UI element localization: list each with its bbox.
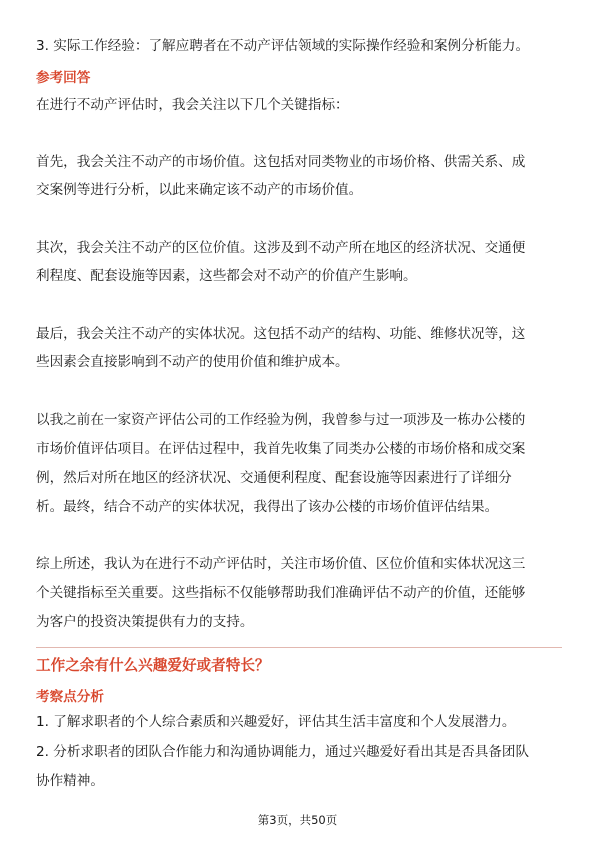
question-heading: 工作之余有什么兴趣爱好或者特长？ <box>36 657 270 674</box>
list-item: 1. 了解求职者的个人综合素质和兴趣爱好，评估其生活丰富度和个人发展潜力。 <box>36 714 516 730</box>
paragraph-line: 析。最终，结合不动产的实体状况，我得出了该办公楼的市场价值评估结果。 <box>36 499 499 515</box>
paragraph-line: 综上所述，我认为在进行不动产评估时，关注市场价值、区位价值和实体状况这三 <box>36 556 526 572</box>
paragraph-line: 为客户的投资决策提供有力的支持。 <box>36 614 254 630</box>
paragraph-line: 利程度、配套设施等因素，这些都会对不动产的价值产生影响。 <box>36 268 417 284</box>
paragraph-line: 个关键指标至关重要。这些指标不仅能够帮助我们准确评估不动产的价值，还能够 <box>36 585 526 601</box>
paragraph-line: 交案例等进行分析，以此来确定该不动产的市场价值。 <box>36 182 363 198</box>
paragraph-line: 些因素会直接影响到不动产的使用价值和维护成本。 <box>36 354 349 370</box>
paragraph-line: 最后，我会关注不动产的实体状况。这包括不动产的结构、功能、维修状况等，这 <box>36 326 526 342</box>
paragraph-line: 在进行不动产评估时，我会关注以下几个关键指标： <box>36 97 349 113</box>
paragraph-line: 以我之前在一家资产评估公司的工作经验为例，我曾参与过一项涉及一栋办公楼的 <box>36 412 526 428</box>
reference-answer-label: 参考回答 <box>36 70 91 86</box>
paragraph-line: 市场价值评估项目。在评估过程中，我首先收集了同类办公楼的市场价格和成交案 <box>36 441 526 457</box>
paragraph-line: 首先，我会关注不动产的市场价值。这包括对同类物业的市场价格、供需关系、成 <box>36 154 526 170</box>
page-number: 第3页，共50页 <box>257 813 338 827</box>
paragraph-line: 其次，我会关注不动产的区位价值。这涉及到不动产所在地区的经济状况、交通便 <box>36 240 526 256</box>
paragraph-line: 3. 实际工作经验：了解应聘者在不动产评估领域的实际操作经验和案例分析能力。 <box>36 38 530 54</box>
section-divider <box>36 647 562 648</box>
analysis-label: 考察点分析 <box>36 689 104 705</box>
paragraph-line: 例，然后对所在地区的经济状况、交通便利程度、配套设施等因素进行了详细分 <box>36 470 512 486</box>
list-item: 2. 分析求职者的团队合作能力和沟通协调能力，通过兴趣爱好看出其是否具备团队 <box>36 744 530 760</box>
list-item-continuation: 协作精神。 <box>36 773 104 789</box>
